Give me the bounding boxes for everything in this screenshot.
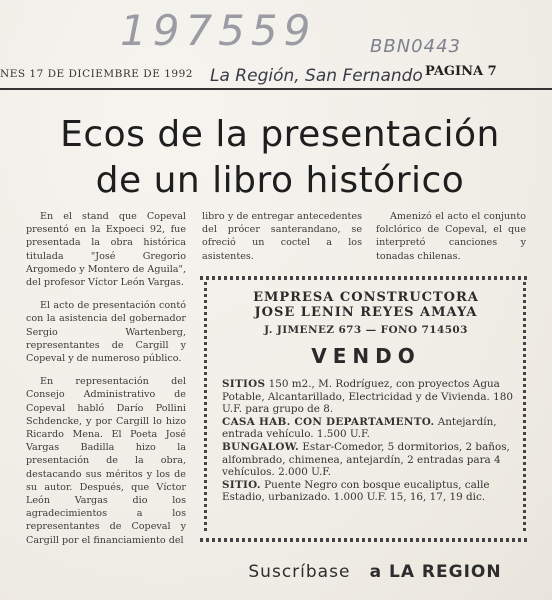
ad-listing-label: CASA HAB. CON DEPARTAMENTO.	[222, 415, 435, 428]
handwritten-source-note: La Región, San Fernando	[210, 66, 423, 86]
ad-border-top	[200, 276, 530, 280]
header-rule	[0, 88, 552, 90]
ad-vendo-heading: VENDO	[311, 344, 421, 368]
ad-listing	[222, 378, 518, 416]
ad-listing	[222, 479, 518, 504]
ad-company-line-2: JOSE LENIN REYES AMAYA	[254, 305, 478, 320]
subscribe-tagline	[215, 562, 535, 582]
ad-company-line-1: EMPRESA CONSTRUCTORA	[253, 290, 479, 305]
dateline: NES 17 DE DICIEMBRE DE 1992	[0, 68, 193, 80]
handwritten-catalog-code: BBN0443	[370, 36, 461, 57]
article-paragraph: En el stand que Copeval presentó en la Expoeci 92, fue presentada la obra histórica titulada "José Gregorio Argomedo y Montero de Aguila", del profesor Víctor León Vargas.	[26, 211, 186, 289]
headline	[20, 112, 540, 204]
headline-line-1: Ecos de la presentación	[60, 114, 500, 155]
ad-listing	[222, 441, 518, 479]
article-paragraph: El acto de presentación contó con la asistencia del gobernador Sergio Wartenberg, representantes de Cargill y Copeval y de numeroso público.	[26, 300, 186, 365]
ad-listing-label: SITIO.	[222, 478, 261, 491]
article-paragraph: En representación del Consejo Administrativo de Copeval habló Darío Pollini Schdencke, y por Cargill lo hizo Ricardo Mena. El Poeta José Vargas Badilla hizo la presentación de la obra, destacando sus méritos y los de su autor. Después, que Víctor León Vargas dio los agradecimientos a los representantes de Copeval y Cargill por el financiamiento del	[26, 376, 186, 546]
article-column-2	[202, 210, 362, 273]
tagline-part-2: a LA REGION	[369, 562, 502, 582]
ad-company-name	[212, 290, 520, 320]
ad-border-bottom	[200, 538, 530, 542]
ad-listing-label: SITIOS	[222, 378, 266, 390]
handwritten-archive-number: 197559	[120, 6, 317, 55]
article-paragraph: Amenizó el acto el conjunto folclórico de Copeval, el que interpretó canciones y tonadas chilenas.	[376, 211, 526, 262]
ad-listing-text: Estar-Comedor, 5 dormitorios, 2 baños, alfombrado, chimenea, antejardín, 2 entradas para 4 vehículos. 2.000 U.F.	[222, 440, 510, 479]
ad-listing-text: Antejardín, entrada vehículo. 1.500 U.F.	[222, 415, 497, 441]
ad-border-right	[523, 282, 526, 532]
ad-listings	[222, 378, 518, 504]
ad-listing-text: 150 m2., M. Rodríguez, con proyectos Agua Potable, Alcantarillado, Electricidad y de Vivienda. 180 U.F. para grupo de 8.	[222, 378, 513, 416]
article-column-1	[26, 210, 186, 557]
ad-listing-label: BUNGALOW.	[222, 440, 300, 453]
ad-address: J. JIMENEZ 673 — FONO 714503	[264, 324, 468, 336]
article-paragraph: libro y de entregar antecedentes del prócer santerandano, se ofreció un coctel a los asistentes.	[202, 211, 362, 262]
ad-listing-text: Puente Negro con bosque eucaliptus, calle Estadio, urbanizado. 1.000 U.F. 15, 16, 17, 19 dic.	[222, 478, 490, 504]
tagline-part-1: Suscríbase	[248, 562, 351, 582]
article-column-3	[376, 210, 526, 273]
ad-listing	[222, 416, 518, 441]
page-number: PAGINA 7	[425, 64, 497, 79]
ad-border-left	[204, 282, 207, 532]
headline-line-2: de un libro histórico	[95, 160, 465, 201]
